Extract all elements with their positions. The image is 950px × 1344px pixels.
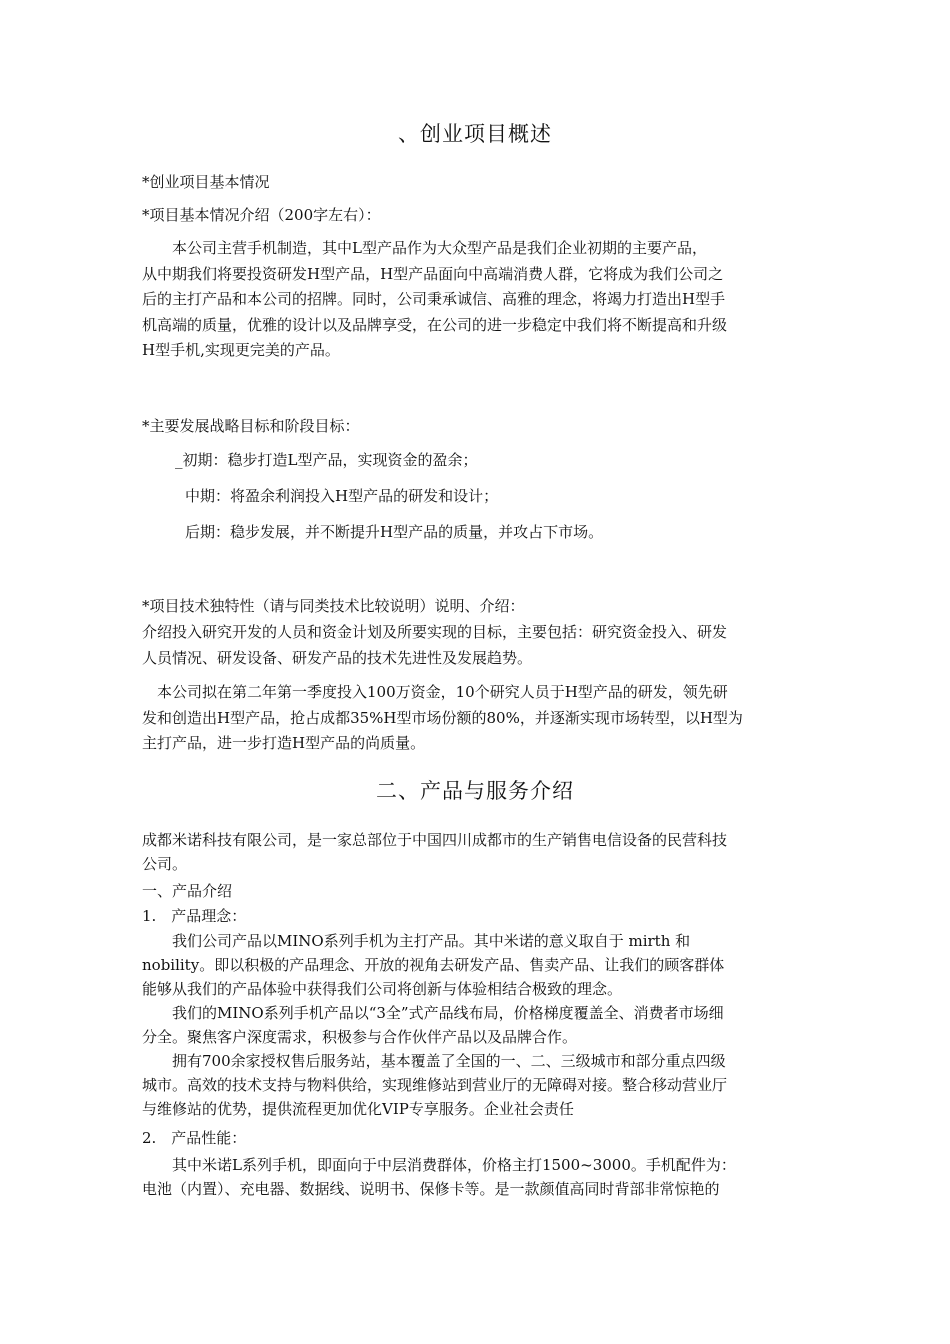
tech-body-line: 本公司拟在第二年第一季度投入100万资金，10个研究人员于H型产品的研发，领先研 xyxy=(142,683,728,701)
section2-title: 二、产品与服务介绍 xyxy=(376,779,574,803)
performance-paragraph xyxy=(142,1153,810,1201)
tech-description xyxy=(142,620,810,671)
intro-line: 机高端的质量，优雅的设计以及品牌享受，在公司的进一步稳定中我们将不断提高和升级 xyxy=(142,315,728,334)
stage-middle: 中期：将盈余利润投入H型产品的研发和设计； xyxy=(185,487,499,505)
stage-late: 后期：稳步发展，并不断提升H型产品的质量，并攻占下市场。 xyxy=(185,523,604,541)
concept-line: 我们的MINO系列手机产品以“3全”式产品线布局，价格梯度覆盖全、消费者市场细 xyxy=(142,1004,724,1022)
concept-paragraphs xyxy=(142,929,810,1121)
intro-paragraph xyxy=(142,236,810,364)
intro-heading: *项目基本情况介绍（200字左右）： xyxy=(142,206,381,224)
tech-body-line: 主打产品，进一步打造H型产品的尚质量。 xyxy=(142,734,426,752)
intro-line: H型手机,实现更完美的产品。 xyxy=(142,341,340,359)
performance-line: 电池（内置）、充电器、数据线、说明书、保修卡等。是一款颜值高同时背部非常惊艳的 xyxy=(142,1180,720,1198)
product-concept-heading: 1. 产品理念： xyxy=(142,907,247,925)
concept-line: 分全。聚焦客户深度需求，积极参与合作伙伴产品以及品牌合作。 xyxy=(142,1028,578,1046)
tech-heading: *项目技术独特性（请与同类技术比较说明）说明、介绍： xyxy=(142,597,525,615)
concept-line: 与维修站的优势，提供流程更加优化VIP专享服务。企业社会责任 xyxy=(142,1100,574,1118)
tech-desc-line: 人员情况、研发设备、研发产品的技术先进性及发展趋势。 xyxy=(142,648,533,667)
performance-line: 其中米诺L系列手机，即面向于中层消费群体，价格主打1500~3000。手机配件为： xyxy=(142,1156,736,1174)
basic-heading: *创业项目基本情况 xyxy=(142,173,270,191)
tech-body xyxy=(142,680,810,757)
company-intro xyxy=(142,828,810,876)
concept-line: 能够从我们的产品体验中获得我们公司将创新与体验相结合极致的理念。 xyxy=(142,980,623,998)
concept-line: 拥有700余家授权售后服务站，基本覆盖了全国的一、二、三级城市和部分重点四级 xyxy=(142,1052,726,1070)
intro-line: 后的主打产品和本公司的招牌。同时，公司秉承诚信、高雅的理念，将竭力打造出H型手 xyxy=(142,290,726,308)
strategy-heading: *主要发展战略目标和阶段目标： xyxy=(142,417,360,435)
company-line: 公司。 xyxy=(142,855,188,873)
intro-line: 本公司主营手机制造，其中L型产品作为大众型产品是我们企业初期的主要产品， xyxy=(142,239,707,257)
company-line: 成都米诺科技有限公司，是一家总部位于中国四川成都市的生产销售电信设备的民营科技 xyxy=(142,831,728,849)
product-intro-heading: 一、产品介绍 xyxy=(142,882,233,900)
stage-early: _初期：稳步打造L型产品，实现资金的盈余； xyxy=(175,451,478,469)
intro-line: 从中期我们将要投资研发H型产品，H型产品面向中高端消费人群，它将成为我们公司之 xyxy=(142,264,724,283)
product-performance-heading: 2. 产品性能： xyxy=(142,1129,247,1147)
section1-title: 、创业项目概述 xyxy=(398,122,552,146)
concept-line: 我们公司产品以MINO系列手机为主打产品。其中米诺的意义取自于 mirth 和 xyxy=(142,932,691,950)
concept-line: 城市。高效的技术支持与物料供给，实现维修站到营业厅的无障碍对接。整合移动营业厅 xyxy=(142,1076,728,1094)
tech-desc-line: 介绍投入研究开发的人员和资金计划及所要实现的目标，主要包括：研究资金投入、研发 xyxy=(142,623,728,641)
concept-line: nobility。即以积极的产品理念、开放的视角去研发产品、售卖产品、让我们的顾客群体 xyxy=(142,956,725,974)
tech-body-line: 发和创造出H型产品，抢占成都35%H型市场份额的80%，并逐渐实现市场转型，以H型为 xyxy=(142,708,743,727)
